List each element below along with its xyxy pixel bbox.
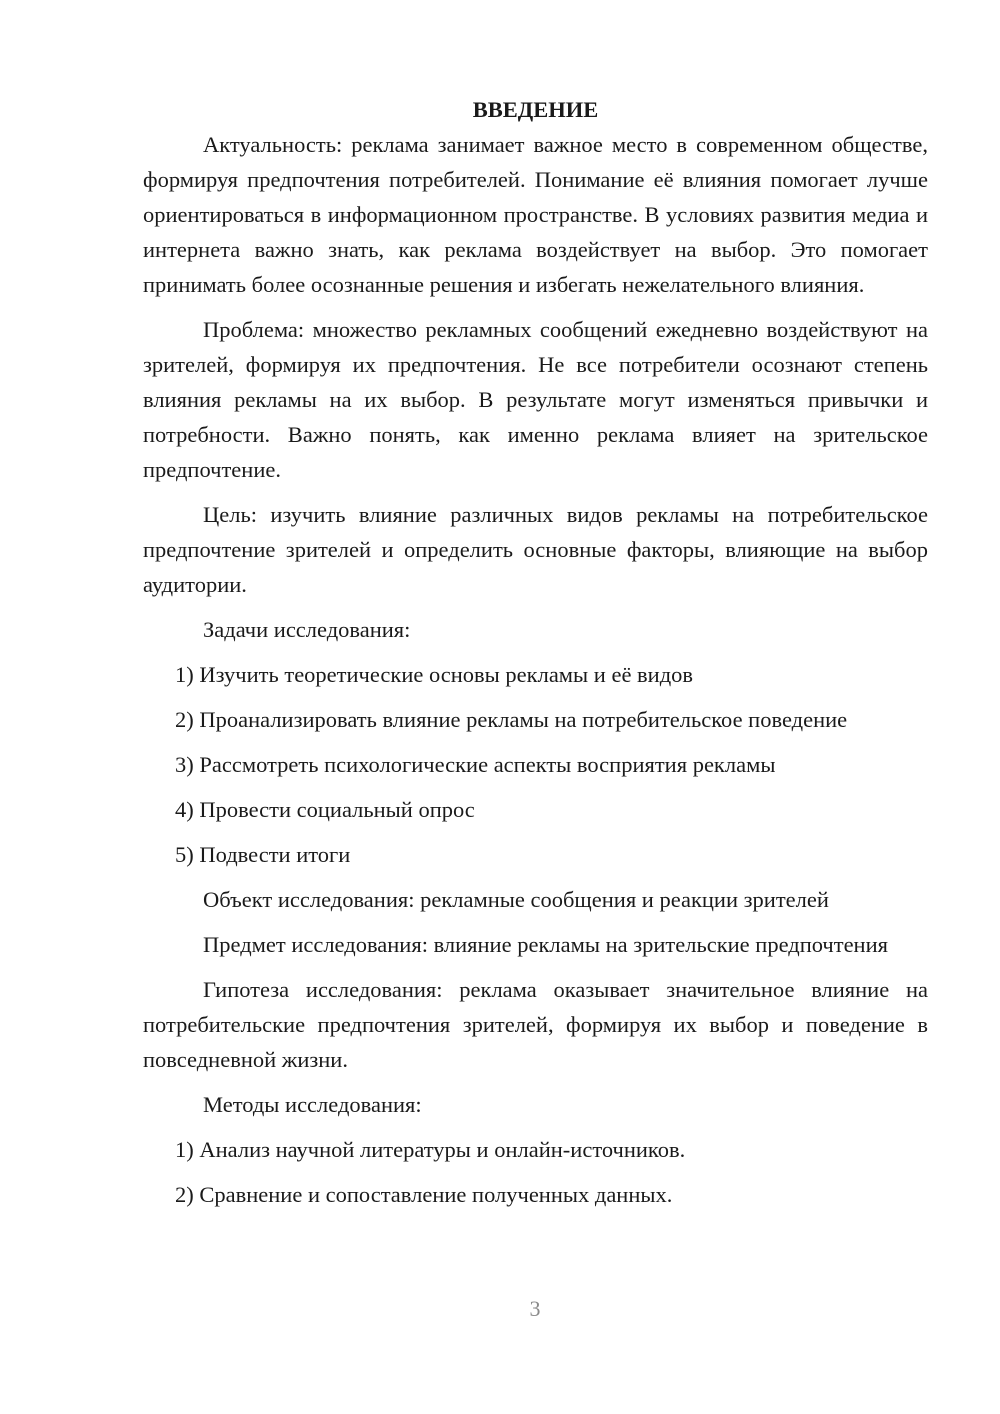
task-item: 2) Проанализировать влияние рекламы на потребительское поведение bbox=[175, 707, 848, 732]
paragraph-hypothesis: Гипотеза исследования: реклама оказывает значительное влияние на потребительские предпочтения зрителей, формируя их выбор и поведение в повседневной жизни. bbox=[143, 977, 928, 1072]
methods-heading: Методы исследования: bbox=[203, 1092, 422, 1117]
paragraph-object: Объект исследования: рекламные сообщения и реакции зрителей bbox=[203, 887, 829, 912]
task-item: 4) Провести социальный опрос bbox=[175, 797, 475, 822]
page-title: ВВЕДЕНИЕ bbox=[472, 97, 599, 122]
method-item: 2) Сравнение и сопоставление полученных данных. bbox=[175, 1182, 673, 1207]
paragraph-problem: Проблема: множество рекламных сообщений ежедневно воздействуют на зрителей, формируя их предпочтения. Не все потребители осознают степень влияния рекламы на их выбор. В результате могут изменяться привычки и потребности. Важно понять, как именно реклама влияет на зрительское предпочтение. bbox=[143, 317, 928, 482]
task-item: 5) Подвести итоги bbox=[175, 842, 351, 867]
tasks-heading: Задачи исследования: bbox=[203, 617, 411, 642]
paragraph-relevance: Актуальность: реклама занимает важное место в современном обществе, формируя предпочтения потребителей. Понимание её влияния помогает лучше ориентироваться в информационном пространстве. В условиях развития медиа и интернета важно знать, как реклама воздействует на выбор. Это помогает принимать более осознанные решения и избегать нежелательного влияния. bbox=[143, 132, 928, 297]
paragraph-goal: Цель: изучить влияние различных видов рекламы на потребительское предпочтение зрителей и определить основные факторы, влияющие на выбор аудитории. bbox=[143, 502, 928, 597]
task-item: 1) Изучить теоретические основы рекламы и её видов bbox=[175, 662, 694, 687]
method-item: 1) Анализ научной литературы и онлайн-источников. bbox=[175, 1137, 686, 1162]
page-content bbox=[143, 92, 928, 1212]
paragraph-subject: Предмет исследования: влияние рекламы на зрительские предпочтения bbox=[203, 932, 888, 957]
task-item: 3) Рассмотреть психологические аспекты восприятия рекламы bbox=[175, 752, 776, 777]
page-number: 3 bbox=[529, 1296, 541, 1321]
